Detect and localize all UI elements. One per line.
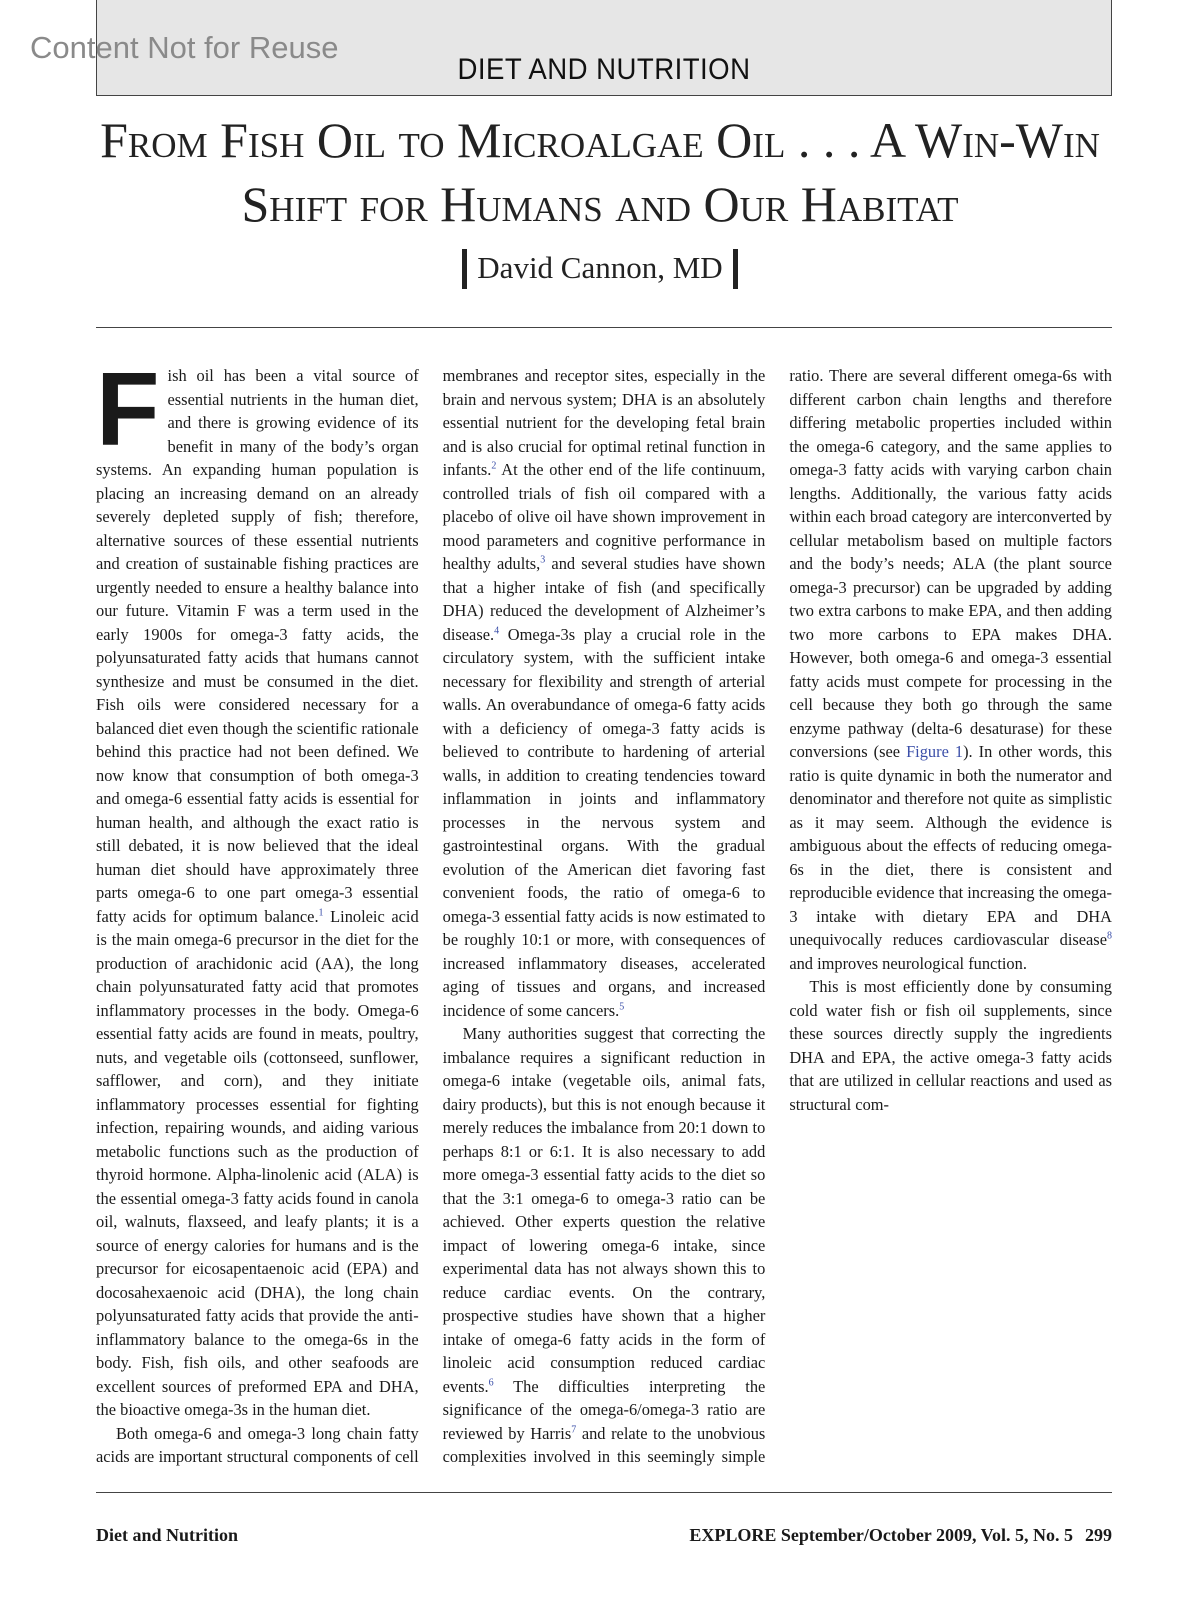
paragraph-text: ). In other words, this ratio is quite dynamic in both the numerator and denominator and therefore not quite as simplistic as it may seem. Although the evidence is ambiguous about the effects of reducing omega-6s in the diet, there is consistent and reproducible evidence that increasing the omega-3 intake with dietary EPA and DHA unequivocally reduces cardiovascular disease bbox=[789, 742, 1112, 949]
author-name: David Cannon, MD bbox=[477, 250, 723, 285]
footer-journal-info bbox=[689, 1525, 1112, 1546]
footer-journal: EXPLORE September/October 2009, Vol. 5, No. 5 bbox=[689, 1525, 1073, 1545]
footer-section-name: Diet and Nutrition bbox=[96, 1525, 239, 1545]
reference-5[interactable]: 5 bbox=[619, 1001, 625, 1013]
header-divider bbox=[96, 327, 1112, 328]
reference-6[interactable]: 6 bbox=[488, 1377, 494, 1389]
reference-3[interactable]: 3 bbox=[540, 554, 546, 566]
reference-2[interactable]: 2 bbox=[491, 460, 497, 472]
drop-cap: F bbox=[96, 352, 160, 468]
title-line-2: Shift for Humans and Our Habitat bbox=[241, 176, 959, 232]
paragraph-text: ish oil has been a vital source of essential nutrients in the human diet, and there is growing evidence of its benefit in many of the body’s organ systems. An expanding human population is placing an increasing demand on an already severely depleted supply of fish; therefore, alternative sources of these essential nutrients and creation of sustainable fishing practices are urgently needed to ensure a healthy balance into our future. Vitamin F was a term used in the early 1900s for omega-3 fatty acids, the polyunsaturated fatty acids that humans cannot synthesize and must be consumed in the diet. Fish oils were considered necessary for a balanced diet even though the scientific rationale behind this practice had not been defined. We now know that consumption of both omega-3 and omega-6 essential fatty acids is essential for human health, and although the exact ratio is still debated, it is now believed that the ideal human diet should have approximately three parts omega-6 to one part omega-3 essential fatty acids for optimum balance. bbox=[96, 366, 419, 926]
reference-1[interactable]: 1 bbox=[318, 907, 324, 919]
paragraph-text: Many authorities suggest that correcting the imbalance requires a significant reduction in omega-6 intake (vegetable oils, animal fats, dairy products), but this is not enough because it merely reduces the imbalance from 20:1 down to perhaps 8:1 or 6:1. It is also necessary to add more omega-3 essential fatty acids to the diet so that the 3:1 omega-6 to omega-3 ratio can be achieved. Other experts question the relative impact of lowering omega-6 intake, since experimental data has not always shown this to reduce cardiac events. On the contrary, prospective studies have shown that a higher intake of omega-6 fatty acids in the form of linoleic acid consumption reduced cardiac events. bbox=[442, 1024, 766, 1396]
footer-divider bbox=[96, 1492, 1112, 1493]
reference-8[interactable]: 8 bbox=[1106, 930, 1112, 942]
paragraph-1 bbox=[96, 352, 419, 1422]
figure-1-link[interactable]: Figure 1 bbox=[906, 742, 964, 761]
author-bar-left bbox=[462, 249, 467, 289]
author-row bbox=[0, 250, 1200, 291]
author-bar-right bbox=[733, 249, 738, 289]
watermark: Content Not for Reuse bbox=[30, 30, 339, 65]
section-title: DIET AND NUTRITION bbox=[457, 53, 751, 86]
reference-7[interactable]: 7 bbox=[571, 1424, 577, 1436]
paragraph-text: Linoleic acid is the main omega-6 precursor in the diet for the production of arachidonic acid (AA), the long chain polyunsaturated fatty acid that promotes inflammatory processes in the body. Omega-6 essential fatty acids are found in meats, poultry, nuts, and vegetable oils (cottonseed, sunflower, safflower, and corn), and they initiate inflammatory processes essential for fighting infection, repairing wounds, and aiding various metabolic functions such as the production of thyroid hormone. Alpha-linolenic acid (ALA) is the essential omega-3 fatty acids found in canola oil, walnuts, flaxseed, and leafy plants; it is a source of energy calories for humans and is the precursor for eicosapentaenoic acid (EPA) and docosahexaenoic acid (DHA), the long chain polyunsaturated fatty acids that provide the anti-inflammatory balance to the omega-6s in the body. Fish, fish oils, and other seafoods are excellent sources of preformed EPA and DHA, the bioactive omega-3s in the human diet. bbox=[96, 906, 419, 1419]
paragraph-4: This is most efficiently done by consuming cold water fish or fish oil supplements, since these sources directly supply the ingredients DHA and EPA, the active omega-3 fatty acids that are utilized in cellular reactions and used as structural com- bbox=[789, 977, 1112, 1114]
paragraph-text: At the other end of the life continuum, controlled trials of fish oil compared with a placebo of olive oil have shown improvement in mood parameters and cognitive performance in healthy adults, bbox=[442, 460, 766, 573]
title-line-1: From Fish Oil to Microalgae Oil . . . A Win-Win bbox=[100, 112, 1100, 168]
paragraph-text: The difficulties interpreting the significance of the omega-6/omega-3 ratio are reviewed by Harris bbox=[442, 1376, 766, 1443]
paragraph-text: Omega-3s play a crucial role in the circulatory system, with the sufficient intake necessary for flexibility and strength of arterial walls. An overabundance of omega-6 fatty acids with a deficiency of omega-3 fatty acids is believed to contribute to hardening of arterial walls, in addition to creating tendencies toward inflammation in joints and inflammatory processes in the nervous system and gastrointestinal organs. With the gradual evolution of the American diet favoring fast convenient foods, the ratio of omega-6 to omega-3 essential fatty acids is now estimated to be roughly 10:1 or more, with consequences of increased inflammatory diseases, accelerated aging of tissues and organs, and increased incidence of some cancers. bbox=[442, 624, 766, 1020]
paragraph-text: and relate to the unobvious complexities involved in this seemingly simple ratio. There are several different omega-6s with different carbon chain lengths and therefore differing metabolic properties included within the omega-6 category, and the same applies to omega-3 fatty acids with varying carbon chain lengths. Additionally, the various fatty acids within each broad category are interconverted by cellular metabolism based on multiple factors and the body’s needs; ALA (the plant source omega-3 precursor) can be upgraded by adding two extra carbons to make EPA, and then adding two more carbons to EPA makes DHA. However, both omega-6 and omega-3 essential fatty acids must compete for processing in the cell because they both go through the same enzyme pathway (delta-6 desaturase) for these conversions (see bbox=[442, 366, 1112, 1466]
article-body bbox=[96, 352, 1112, 1472]
article-title bbox=[60, 108, 1140, 236]
paragraph-text: Both omega-6 and omega-3 long chain fatty acids are important structural components of cell membranes and receptor sites, especially in the brain and nervous system; DHA is an absolutely essential nutrient for the developing fetal brain and is also crucial for optimal retinal function in infants. bbox=[96, 366, 766, 1466]
page-number: 299 bbox=[1085, 1525, 1112, 1545]
reference-4[interactable]: 4 bbox=[494, 625, 500, 637]
paragraph-text: and several studies have shown that a higher intake of fish (and specifically DHA) reduced the development of Alzheimer’s disease. bbox=[442, 554, 766, 644]
paragraph-text: and improves neurological function. bbox=[789, 953, 1027, 973]
